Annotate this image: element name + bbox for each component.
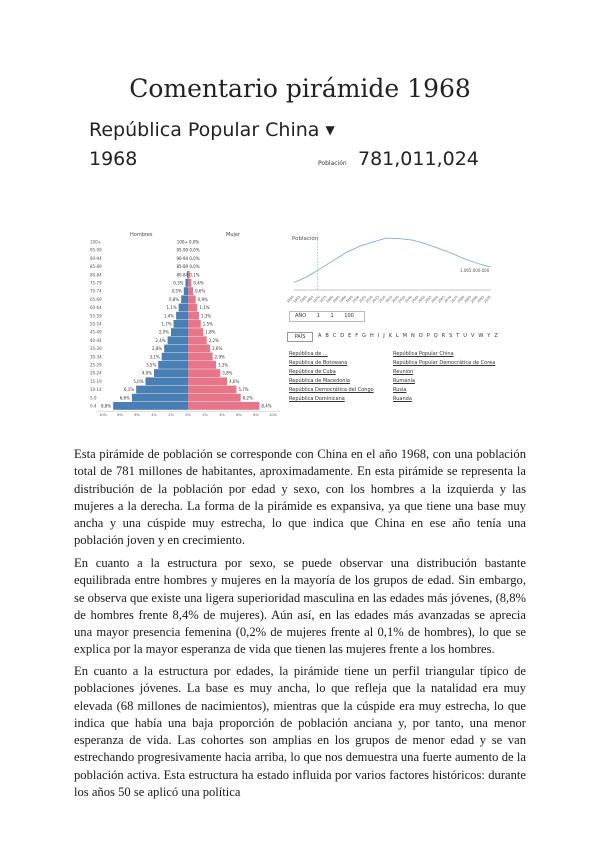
- bar-women: [188, 336, 207, 344]
- age-tick-label: 90-94: [90, 255, 102, 261]
- bar-men: [158, 361, 188, 369]
- center-label: 85-89 0,0%: [176, 264, 200, 270]
- data-label-men: 1,7%: [161, 321, 172, 327]
- bar-women: [188, 402, 259, 410]
- data-label-men: 1,1%: [166, 305, 177, 311]
- country-link[interactable]: República Popular Democrática de Corea: [393, 360, 496, 366]
- bar-men: [164, 345, 188, 353]
- line-x-tick-label: 2100: [482, 294, 492, 304]
- bar-women: [188, 353, 213, 361]
- country-link[interactable]: Rusia: [393, 387, 407, 393]
- age-tick-label: 30-34: [90, 354, 102, 360]
- population-line-chart: [286, 228, 496, 308]
- bar-women: [188, 304, 197, 312]
- bar-men: [146, 377, 189, 385]
- x-tick-label: 4%: [151, 413, 157, 418]
- country-link[interactable]: República Popular China: [393, 351, 454, 357]
- center-label: 90-94 0,0%: [176, 255, 200, 261]
- line-chart-title: Población: [292, 236, 319, 242]
- year-selector-value[interactable]: 1: [316, 313, 320, 319]
- bar-women: [188, 361, 216, 369]
- bar-women: [188, 312, 199, 320]
- data-label-women: 0,6%: [195, 288, 206, 294]
- bar-women: [188, 345, 210, 353]
- x-tick-label: 8%: [253, 413, 259, 418]
- x-tick-label: 10%: [269, 413, 277, 418]
- age-tick-label: 95-99: [90, 247, 102, 253]
- data-label-women: 2,2%: [208, 337, 219, 343]
- bar-men: [168, 336, 188, 344]
- data-label-women: 0,4%: [193, 280, 204, 286]
- bar-men: [174, 320, 188, 328]
- bar-men: [184, 287, 188, 295]
- line-x-tick-label: 2065: [436, 294, 446, 304]
- age-tick-label: 75-79: [90, 280, 102, 286]
- age-tick-label: 10-14: [90, 387, 102, 393]
- line-x-tick-label: 2015: [371, 294, 381, 304]
- country-link[interactable]: República de Cuba: [289, 369, 336, 375]
- bar-men: [176, 312, 188, 320]
- population-series-line: [294, 238, 491, 282]
- x-tick-label: 6%: [236, 413, 242, 418]
- x-tick-label: 0%: [185, 413, 191, 418]
- bar-women: [188, 328, 203, 336]
- data-label-women: 8,4%: [261, 403, 272, 409]
- line-x-tick-label: 1965: [305, 294, 315, 304]
- country-link[interactable]: República Democrática del Congo: [289, 387, 374, 393]
- bar-men: [154, 369, 188, 377]
- data-label-men: 6,6%: [119, 395, 130, 401]
- line-x-tick-label: 2020: [377, 294, 387, 304]
- year-value: 1968: [89, 148, 138, 170]
- line-x-tick-label: 1960: [299, 294, 308, 304]
- age-tick-label: 60-64: [90, 305, 102, 311]
- line-x-tick-label: 2010: [364, 294, 374, 304]
- data-label-men: 8,8%: [101, 403, 112, 409]
- age-tick-label: 25-29: [90, 362, 102, 368]
- age-tick-label: 85-89: [90, 264, 102, 270]
- bar-women: [188, 394, 241, 402]
- country-links-left: [289, 350, 374, 404]
- country-link[interactable]: Ruanda: [393, 396, 412, 402]
- line-x-tick-label: 1970: [312, 294, 321, 304]
- line-x-tick-label: 2000: [351, 294, 361, 304]
- data-label-men: 5,0%: [133, 378, 144, 384]
- age-tick-label: 40-44: [90, 337, 102, 343]
- data-label-women: 5,7%: [238, 387, 249, 393]
- age-tick-label: 15-19: [90, 378, 102, 384]
- line-x-tick-label: 1990: [338, 294, 348, 304]
- bar-women: [188, 279, 191, 287]
- age-tick-label: 65-69: [90, 296, 102, 302]
- x-tick-label: 6%: [134, 413, 140, 418]
- age-tick-label: 35-39: [90, 346, 102, 352]
- country-link[interactable]: República de Macedonia: [289, 378, 350, 384]
- country-link[interactable]: República de ...: [289, 351, 328, 357]
- country-link[interactable]: Reunión: [393, 369, 414, 375]
- alphabet-filter[interactable]: A B C D E F G H I J K L M N O P Q R S T U V W Y Z: [318, 333, 499, 339]
- bar-men: [185, 279, 188, 287]
- document-title: Comentario pirámide 1968: [129, 74, 471, 103]
- bar-women: [188, 377, 227, 385]
- country-link[interactable]: República de Botswana: [289, 360, 348, 366]
- data-label-men: 3,5%: [146, 362, 157, 368]
- line-x-tick-label: 2030: [391, 294, 400, 304]
- line-x-tick-label: 1985: [331, 294, 341, 304]
- line-x-tick-label: 1955: [292, 294, 302, 304]
- country-links-right: [393, 350, 495, 404]
- x-tick-label: 2%: [168, 413, 174, 418]
- bar-men: [162, 353, 188, 361]
- bar-men: [171, 328, 188, 336]
- x-tick-label: 2%: [202, 413, 208, 418]
- year-selector-value[interactable]: 100: [344, 313, 354, 319]
- bar-men: [136, 386, 188, 394]
- bar-women: [188, 369, 220, 377]
- bar-women: [188, 287, 193, 295]
- data-label-women: 2,9%: [214, 354, 225, 360]
- bar-men: [132, 394, 188, 402]
- year-selector-value[interactable]: 1: [330, 313, 334, 319]
- data-label-men: 4,0%: [141, 370, 152, 376]
- center-label: 80-84 0,1%: [176, 272, 200, 278]
- line-x-tick-label: 2085: [463, 294, 473, 304]
- x-tick-label: 10%: [99, 413, 107, 418]
- bar-women: [188, 295, 196, 303]
- data-label-women: 2,6%: [212, 346, 223, 352]
- age-tick-label: 100+: [90, 239, 101, 245]
- pais-button[interactable]: PAÍS: [287, 332, 313, 342]
- country-link[interactable]: República Dominicana: [289, 396, 345, 402]
- country-name: República Popular China: [89, 119, 320, 141]
- age-tick-label: 55-59: [90, 313, 102, 319]
- data-label-women: 1,1%: [199, 305, 210, 311]
- data-label-men: 0,5%: [171, 288, 182, 294]
- data-label-men: 2,4%: [155, 337, 166, 343]
- data-label-women: 4,6%: [229, 378, 240, 384]
- data-label-men: 2,0%: [158, 329, 169, 335]
- legend-label-men: Hombres: [130, 232, 153, 238]
- paragraph: En cuanto a la estructura por edades, la pirámide tiene un perfil triangular típico de poblaciones jóvenes. La base es muy ancha, lo que refleja que la natalidad era muy elevada (68 millones de nacimientos), mientras que la cúspide era muy estrecha, lo que indica que había una baja proporción de población anciana y, por tanto, una menor esperanza de vida. Las cohortes son amplias en los grupos de menor edad y se van estrechando progresivamente hacia arriba, lo que nos demuestra una fuerte aumento de la población activa. Esta estructura ha estado influida por varios factores históricos: durante los años 50 se aplicó una política: [74, 664, 526, 800]
- data-label-men: 6,1%: [123, 387, 135, 393]
- data-label-men: 0,8%: [169, 296, 180, 302]
- year-selector[interactable]: [289, 311, 365, 322]
- legend-label-women: Mujer: [226, 232, 241, 238]
- line-x-tick-label: 2025: [384, 294, 394, 304]
- data-label-men: 3,1%: [149, 354, 160, 360]
- line-x-tick-label: 2075: [450, 294, 459, 304]
- country-selector[interactable]: [89, 119, 335, 141]
- bar-men: [179, 304, 188, 312]
- line-x-tick-label: 2060: [430, 294, 440, 304]
- x-tick-label: 8%: [117, 413, 123, 418]
- year-selector-label: AÑO: [295, 313, 307, 319]
- line-x-tick-label: 2090: [469, 294, 479, 304]
- line-x-tick-label: 2070: [443, 294, 453, 304]
- data-label-women: 1,3%: [201, 313, 212, 319]
- line-x-tick-label: 2055: [423, 294, 433, 304]
- bar-men: [181, 295, 188, 303]
- line-x-tick-label: 1950: [285, 294, 295, 304]
- data-label-men: 2,8%: [152, 346, 163, 352]
- caret-down-icon[interactable]: ▼: [325, 123, 335, 137]
- data-label-women: 1,8%: [205, 329, 216, 335]
- bar-men: [113, 402, 188, 410]
- bar-women: [188, 386, 236, 394]
- population-value: 781,011,024: [358, 148, 479, 170]
- line-x-tick-label: 2005: [358, 294, 367, 304]
- population-label: Población: [318, 160, 347, 167]
- data-label-women: 3,3%: [218, 362, 229, 368]
- line-x-tick-label: 2080: [456, 294, 466, 304]
- data-label-women: 1,5%: [202, 321, 213, 327]
- x-tick-label: 4%: [219, 413, 225, 418]
- line-x-tick-label: 2050: [417, 294, 427, 304]
- data-label-women: 3,8%: [222, 370, 233, 376]
- data-label-men: 0,3%: [173, 280, 184, 286]
- age-tick-label: 5-9: [90, 395, 97, 401]
- data-label-women: 0,9%: [197, 296, 208, 302]
- line-x-tick-label: 2035: [397, 294, 407, 304]
- center-label: 95-99 0,0%: [176, 247, 200, 253]
- paragraph: Esta pirámide de población se corresponde con China en el año 1968, con una población total de 781 millones de habitantes, aproximadamente. En esta pirámide se representa la distribución de la población por edad y sexo, con los hombres a la izquierda y las mujeres a la derecha. La forma de la pirámide es expansiva, ya que tiene una base muy ancha y una cúspide muy estrecha, lo que indica que China en ese año tenía una población joven y en crecimiento.: [74, 447, 526, 548]
- age-tick-label: 45-49: [90, 329, 102, 335]
- data-label-women: 6,2%: [242, 395, 253, 401]
- bar-women: [188, 320, 201, 328]
- age-tick-label: 20-24: [90, 370, 102, 376]
- line-x-tick-label: 2045: [410, 294, 420, 304]
- data-label-men: 1,4%: [163, 313, 175, 319]
- line-x-tick-label: 1995: [345, 294, 354, 304]
- center-label: 100+ 0,0%: [176, 239, 200, 245]
- age-tick-label: 70-74: [90, 288, 102, 294]
- age-tick-label: 80-84: [90, 272, 102, 278]
- country-link[interactable]: Rumanía: [393, 378, 415, 384]
- line-x-tick-label: 1980: [325, 294, 335, 304]
- line-end-label: 1.065.000.000: [460, 268, 490, 273]
- population-pyramid-chart: [78, 228, 278, 418]
- age-tick-label: 0-4: [90, 403, 97, 409]
- paragraph: En cuanto a la estructura por sexo, se puede observar una distribución bastante equilibrada entre hombres y mujeres en la mayoría de los grupos de edad. Sin embargo, se observa que existe una ligera superioridad masculina en las edades más jóvenes, (8,8% de hombres frente 8,4% de mujeres). Aún así, en las edades más avanzadas se aprecia una mayor presencia femenina (0,2% de mujeres frente al 0,1% de hombres), lo que se explica por la mayor esperanza de vida que tienen las mujeres frente a los hombres.: [74, 556, 526, 657]
- line-x-tick-label: 2040: [404, 294, 413, 304]
- line-x-tick-label: 2095: [476, 294, 486, 304]
- line-x-tick-label: 1975: [318, 294, 328, 304]
- age-tick-label: 50-54: [90, 321, 102, 327]
